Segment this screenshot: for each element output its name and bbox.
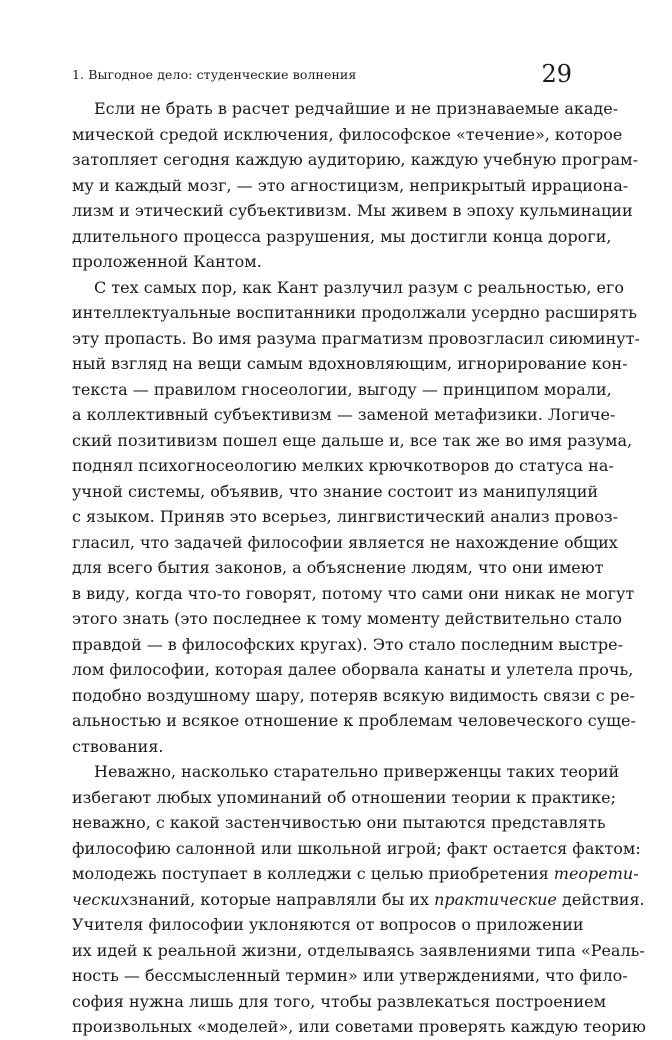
- text-line: длительного процесса разрушения, мы достигли конца дороги,: [72, 226, 612, 246]
- text-line: их идей к реальной жизни, отделываясь заявлениями типа «Реаль-: [72, 940, 645, 960]
- text-line: лизм и этический субъективизм. Мы живем в эпоху кульминации: [72, 201, 633, 220]
- text-line: [72, 887, 645, 913]
- text-line: лом философии, которая далее оборвала канаты и улетела прочь,: [72, 660, 634, 679]
- text-line: проложенной Кантом.: [72, 252, 262, 271]
- text-line: а коллективный субъективизм — заменой метафизики. Логиче-: [72, 405, 616, 424]
- italic-segment: теорети-: [553, 864, 639, 883]
- page-number: 29: [541, 60, 572, 88]
- text-line: Учителя философии уклоняются от вопросов о приложении: [72, 915, 584, 934]
- text-line: [72, 861, 639, 887]
- text-line: эту пропасть. Во имя разума прагматизм провозгласил сиюминут-: [72, 328, 640, 348]
- text-line: софия нужна лишь для того, чтобы развлекаться построением: [72, 991, 607, 1011]
- text-line: му и каждый мозг, — это агностицизм, неприкрытый иррациона-: [72, 175, 629, 195]
- text-line: правдой — в философских кругах). Это стало последним выстре-: [72, 634, 624, 654]
- text-line: мической средой исключения, философское «течение», которое: [72, 124, 623, 144]
- running-head: [72, 48, 572, 88]
- text-line: поднял психогносеологию мелких крючкотворов до статуса на-: [72, 456, 614, 475]
- text-line: в виду, когда что-то говорят, потому что сами они никак не могут: [72, 583, 635, 603]
- book-page: [72, 48, 646, 1040]
- text-line: ность — бессмысленный термин» или утверждениями, что фило-: [72, 966, 628, 985]
- paragraph-3: [72, 759, 646, 1040]
- body-text: [72, 96, 646, 1040]
- text-line: для всего бытия законов, а объяснение людям, что они имеют: [72, 558, 604, 577]
- text-line: Если не брать в расчет редчайшие и не признаваемые акаде-: [94, 99, 619, 118]
- text-line: С тех самых пор, как Кант разлучил разум с реальностью, его: [94, 277, 625, 297]
- text-line: избегают любых упоминаний об отношении теории к практике;: [72, 787, 617, 807]
- text-line: Неважно, насколько старательно приверженцы таких теорий: [94, 762, 620, 781]
- text-line: этого знать (это последнее к тому моменту действительно стало: [72, 609, 623, 628]
- text-line: текста — правилом гносеологии, выгоду — принципом морали,: [72, 379, 612, 399]
- text-segment: знаний, которые направляли бы их: [129, 889, 435, 909]
- text-line: подобно воздушному шару, потеряв всякую видимость связи с ре-: [72, 685, 635, 705]
- text-segment: молодежь поступает в колледжи с целью приобретения: [72, 864, 554, 883]
- text-line: ствования.: [72, 736, 164, 756]
- text-line: ский позитивизм пошел еще дальше и, все так же во имя разума,: [72, 430, 633, 450]
- text-line: с языком. Приняв это всерьез, лингвистический анализ провоз-: [72, 507, 618, 526]
- text-line: произвольных «моделей», или советами проверять каждую теорию: [72, 1017, 646, 1036]
- text-line: ный взгляд на вещи самым вдохновляющим, игнорирование кон-: [72, 354, 628, 373]
- running-title: 1. Выгодное дело: студенческие волнения: [72, 67, 357, 82]
- text-line: неважно, с какой застенчивостью они пытаются представлять: [72, 813, 606, 832]
- italic-segment: практические: [434, 889, 557, 909]
- text-line: затопляет сегодня каждую аудиторию, каждую учебную програм-: [72, 150, 638, 169]
- text-line: альностью и всякое отношение к проблемам человеческого суще-: [72, 711, 636, 730]
- text-segment: действия.: [556, 889, 645, 909]
- text-line: философию салонной или школьной игрой; факт остается фактом:: [72, 838, 641, 858]
- text-line: интеллектуальные воспитанники продолжали усердно расширять: [72, 303, 637, 322]
- paragraph-2: [72, 275, 640, 760]
- italic-segment: ческих: [72, 889, 130, 909]
- text-line: учной системы, объявив, что знание состоит из манипуляций: [72, 481, 599, 501]
- text-line: гласил, что задачей философии является не нахождение общих: [72, 532, 618, 552]
- paragraph-1: [72, 96, 638, 275]
